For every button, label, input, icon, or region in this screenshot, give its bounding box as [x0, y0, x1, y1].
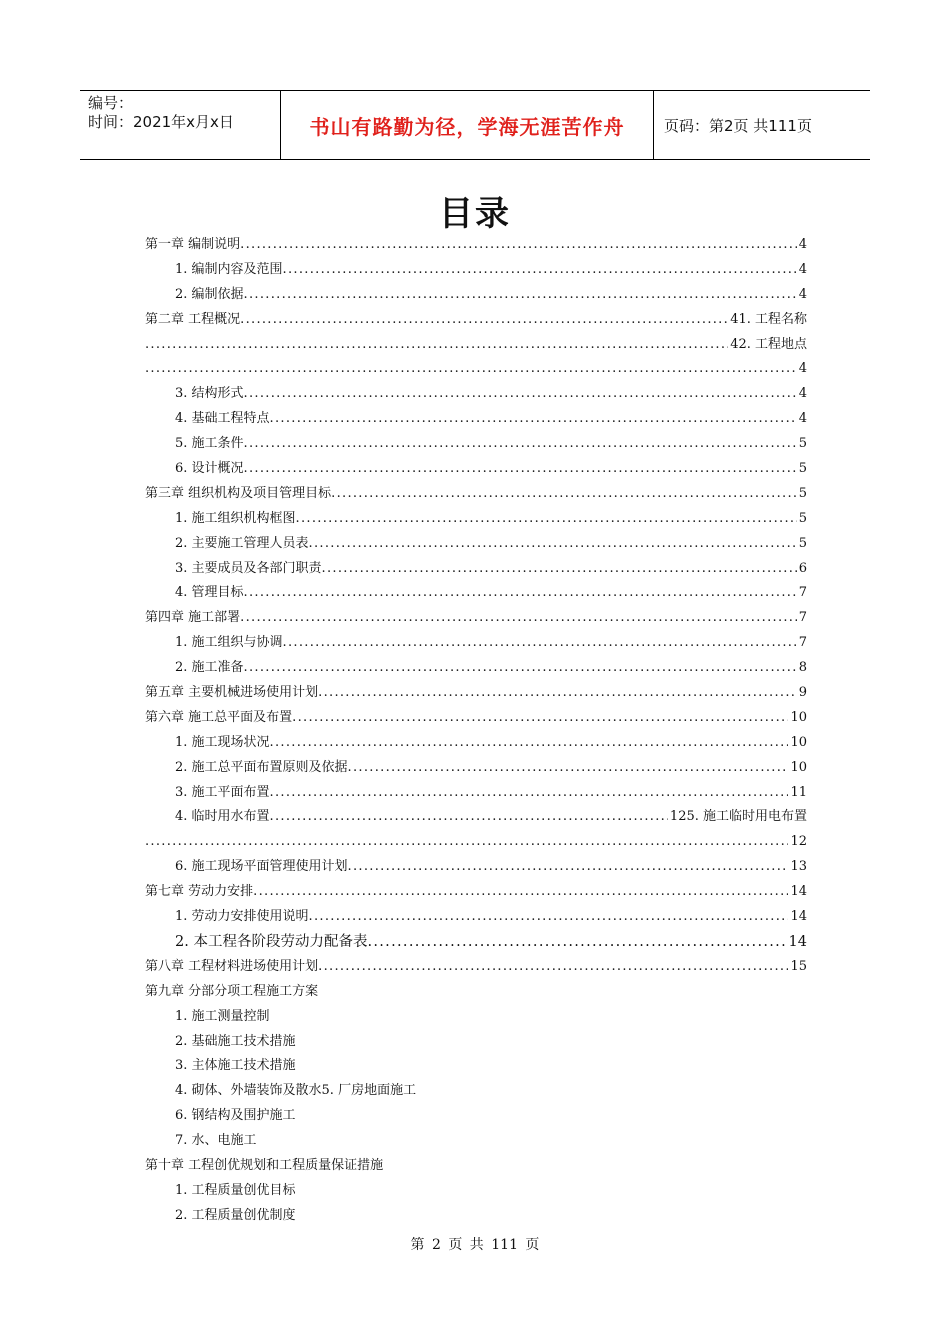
toc-dot-leader: [145, 830, 788, 855]
toc-dot-leader: [270, 781, 789, 806]
toc-entry[interactable]: [145, 606, 807, 631]
toc-dot-leader: [253, 880, 788, 905]
toc-entry-title: 3. 主要成员及各部门职责: [175, 560, 322, 576]
toc-entry-title: 1. 施工测量控制: [175, 1008, 270, 1024]
toc-entry-page: 14: [790, 909, 807, 925]
toc-entry-title: 第二章 工程概况: [145, 311, 241, 327]
toc-entry-title: 1. 施工现场状况: [175, 734, 270, 750]
toc-entry-title: 1. 工程质量创优目标: [175, 1182, 296, 1198]
toc-entry[interactable]: [145, 1204, 807, 1229]
toc-entry-page: 7: [798, 610, 807, 626]
toc-dot-leader: [244, 656, 797, 681]
toc-entry[interactable]: [145, 308, 807, 333]
toc-entry[interactable]: [145, 955, 807, 980]
toc-entry[interactable]: [145, 1054, 807, 1079]
toc-entry-title: 第三章 组织机构及项目管理目标: [145, 485, 332, 501]
toc-entry-page: 7: [798, 585, 807, 601]
toc-entry-title: 2. 工程质量创优制度: [175, 1207, 296, 1223]
toc-entry[interactable]: [145, 631, 807, 656]
toc-entry-page: 5: [798, 436, 807, 452]
header-motto-cell: [280, 91, 654, 159]
toc-dot-leader: [240, 233, 797, 258]
header-motto: 书山有路勤为径，学海无涯苦作舟: [309, 114, 625, 139]
toc-entry[interactable]: [145, 781, 807, 806]
toc-entry-page: 42. 工程地点: [730, 336, 807, 352]
toc-entry[interactable]: [145, 581, 807, 606]
toc-dot-leader: [348, 756, 789, 781]
toc-dot-leader: [240, 606, 797, 631]
toc-entry-page: 4: [798, 386, 807, 402]
toc-entry[interactable]: [145, 557, 807, 582]
toc-entry-title: 第六章 施工总平面及布置: [145, 709, 293, 725]
toc-entry-page: 5: [798, 485, 807, 501]
header-meta: [80, 91, 280, 159]
toc-dot-leader: [244, 457, 797, 482]
toc-dot-leader: [309, 532, 797, 557]
toc-entry-title: 第五章 主要机械进场使用计划: [145, 685, 319, 701]
toc-entry-title: 2. 本工程各阶段劳动力配备表: [175, 933, 368, 950]
toc-dot-leader: [292, 706, 788, 731]
toc-entry-page: 9: [798, 685, 807, 701]
toc-entry[interactable]: [145, 656, 807, 681]
toc-entry-page: 4: [798, 261, 807, 277]
toc-entry[interactable]: [145, 1005, 807, 1030]
document-number-label: 编号：: [88, 94, 134, 112]
toc-entry-title: 3. 主体施工技术措施: [175, 1058, 296, 1074]
toc-entry-title: 1. 劳动力安排使用说明: [175, 909, 309, 925]
toc-dot-leader: [296, 507, 797, 532]
toc-entry[interactable]: [145, 407, 807, 432]
toc-dot-leader: [145, 357, 797, 382]
page-header: [80, 90, 870, 160]
toc-entry-title: 3. 施工平面布置: [175, 784, 270, 800]
toc-entry[interactable]: [145, 855, 807, 880]
toc-entry-title: 5. 施工条件: [175, 436, 244, 452]
toc-dot-leader: [331, 482, 797, 507]
toc-entry[interactable]: [145, 880, 807, 905]
toc-dot-leader: [367, 930, 786, 955]
document-time: 时间：2021年x月x日: [88, 113, 234, 131]
toc-entry[interactable]: [145, 681, 807, 706]
toc-entry-title: 7. 水、电施工: [175, 1133, 257, 1149]
toc-entry-page: 4: [798, 237, 807, 252]
toc-entry-page: 41. 工程名称: [730, 311, 807, 327]
toc-dot-leader: [318, 681, 797, 706]
toc-entry[interactable]: [145, 756, 807, 781]
table-of-contents: [145, 233, 807, 1229]
toc-entry[interactable]: [145, 1154, 807, 1179]
toc-dot-leader: [244, 581, 797, 606]
toc-entry-title: 4. 管理目标: [175, 585, 244, 601]
toc-entry[interactable]: [145, 457, 807, 482]
toc-dot-leader: [322, 557, 797, 582]
toc-entry-title: 2. 编制依据: [175, 286, 244, 302]
toc-dot-leader: [309, 905, 789, 930]
toc-entry-title: 1. 施工组织与协调: [175, 635, 283, 651]
toc-entry-title: 6. 施工现场平面管理使用计划: [175, 859, 348, 875]
toc-entry[interactable]: [145, 1179, 807, 1204]
toc-entry-page: 4: [798, 286, 807, 302]
toc-entry[interactable]: [145, 706, 807, 731]
toc-entry-page: 13: [790, 859, 807, 875]
page-footer: 第 2 页 共 111 页: [410, 1237, 540, 1253]
toc-entry[interactable]: [145, 1079, 807, 1104]
toc-entry-page: 5: [798, 510, 807, 526]
toc-entry-page: 5: [798, 461, 807, 477]
toc-entry[interactable]: [145, 930, 807, 955]
toc-entry-title: 1. 编制内容及范围: [175, 261, 283, 277]
toc-entry[interactable]: [145, 357, 807, 382]
toc-dot-leader: [244, 382, 797, 407]
toc-entry-page: 10: [790, 709, 807, 725]
toc-entry-title: 3. 结构形式: [175, 386, 244, 402]
toc-entry-page: 6: [798, 560, 807, 576]
toc-entry-title: 6. 钢结构及围护施工: [175, 1108, 296, 1124]
toc-dot-leader: [145, 333, 728, 358]
toc-entry[interactable]: [145, 731, 807, 756]
toc-entry[interactable]: [145, 1129, 807, 1154]
toc-dot-leader: [318, 955, 788, 980]
toc-entry[interactable]: [145, 805, 807, 830]
page-title: 目录: [439, 194, 511, 234]
toc-entry-title: 第一章 编制说明: [145, 237, 241, 252]
toc-entry[interactable]: [145, 432, 807, 457]
toc-entry-title: 第七章 劳动力安排: [145, 884, 254, 900]
toc-entry[interactable]: [145, 830, 807, 855]
toc-entry-title: 第九章 分部分项工程施工方案: [145, 983, 319, 999]
toc-entry[interactable]: [145, 507, 807, 532]
toc-entry-title: 第八章 工程材料进场使用计划: [145, 958, 319, 974]
toc-dot-leader: [283, 631, 797, 656]
toc-entry-page: 8: [798, 660, 807, 676]
toc-entry-page: 4: [798, 361, 807, 377]
toc-entry-page: 14: [790, 884, 807, 900]
header-page-info: 页码：第2页 共111页: [664, 116, 812, 135]
toc-dot-leader: [244, 283, 797, 308]
toc-entry[interactable]: [145, 382, 807, 407]
toc-entry-title: 2. 基础施工技术措施: [175, 1033, 296, 1049]
toc-entry-title: 第四章 施工部署: [145, 610, 241, 626]
toc-entry[interactable]: [145, 233, 807, 258]
toc-entry-title: 1. 施工组织机构框图: [175, 510, 296, 526]
toc-entry-page: 15: [790, 958, 807, 974]
toc-entry-page: 125. 施工临时用电布置: [669, 809, 807, 825]
toc-entry-title: 4. 砌体、外墙装饰及散水5. 厂房地面施工: [175, 1083, 417, 1099]
toc-entry-page: 12: [790, 834, 807, 850]
toc-entry[interactable]: [145, 532, 807, 557]
toc-dot-leader: [270, 805, 668, 830]
toc-entry-page: 4: [798, 411, 807, 427]
toc-entry-title: 2. 施工总平面布置原则及依据: [175, 759, 348, 775]
toc-entry[interactable]: [145, 482, 807, 507]
toc-dot-leader: [244, 432, 797, 457]
toc-entry-title: 4. 临时用水布置: [175, 809, 270, 825]
toc-entry[interactable]: [145, 258, 807, 283]
toc-entry[interactable]: [145, 905, 807, 930]
toc-dot-leader: [270, 731, 789, 756]
toc-dot-leader: [283, 258, 797, 283]
toc-dot-leader: [270, 407, 797, 432]
toc-entry[interactable]: [145, 980, 807, 1005]
toc-entry-page: 14: [788, 933, 807, 950]
toc-dot-leader: [348, 855, 789, 880]
toc-entry-title: 2. 施工准备: [175, 660, 244, 676]
toc-entry-title: 4. 基础工程特点: [175, 411, 270, 427]
toc-entry-title: 第十章 工程创优规划和工程质量保证措施: [145, 1157, 384, 1173]
toc-entry-page: 7: [798, 635, 807, 651]
toc-entry[interactable]: [145, 283, 807, 308]
toc-entry-page: 10: [790, 759, 807, 775]
toc-entry-page: 5: [798, 535, 807, 551]
toc-entry-page: 11: [790, 784, 807, 800]
toc-dot-leader: [240, 308, 728, 333]
toc-entry-title: 6. 设计概况: [175, 461, 244, 477]
toc-entry-page: 10: [790, 734, 807, 750]
toc-entry[interactable]: [145, 1030, 807, 1055]
toc-entry-title: 2. 主要施工管理人员表: [175, 535, 309, 551]
toc-entry[interactable]: [145, 333, 807, 358]
toc-entry[interactable]: [145, 1104, 807, 1129]
